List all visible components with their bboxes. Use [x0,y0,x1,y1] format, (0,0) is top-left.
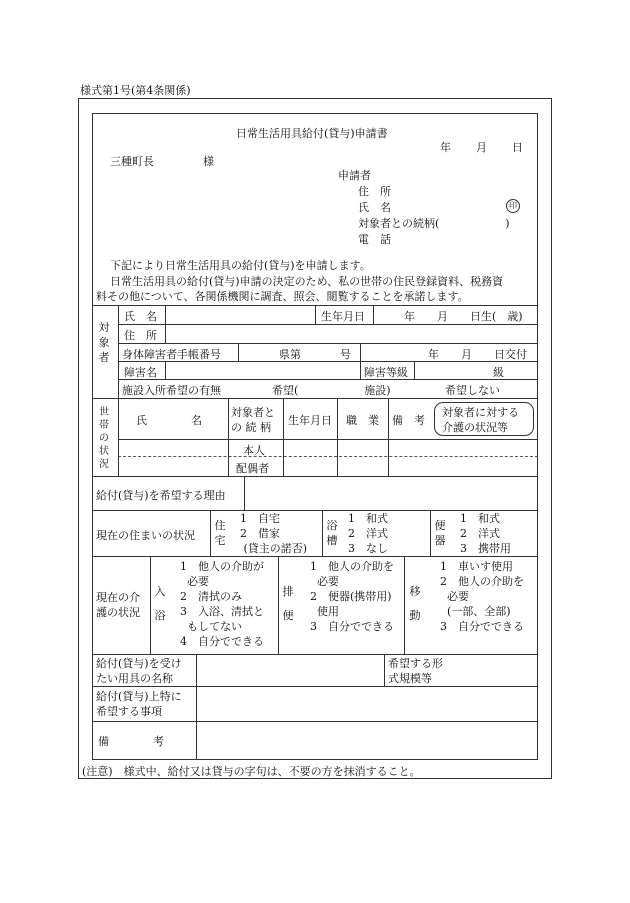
rule [118,379,538,380]
disability-label: 障害名 [124,366,157,379]
rule [322,510,323,556]
facility-no-option[interactable]: 希望しない [445,384,500,397]
household-row-spouse: 配偶者 [236,462,269,475]
rule [360,343,361,379]
subject-name-label: 氏 名 [124,310,157,323]
applicant-relation-label[interactable]: 対象者との続柄( ) [358,217,510,230]
reason-label: 給付(貸与)を希望する理由 [96,489,226,502]
care-bath-label: 入浴 [154,585,166,622]
household-col-remarks: 備 考 [392,414,425,427]
rule [165,361,166,379]
applicant-address-label[interactable]: 住 所 [358,185,391,198]
rule [283,398,284,476]
household-col-relation-2: の 続 柄 [231,421,271,434]
bath-tub-options[interactable]: 1 和式 2 洋式 3 なし [348,512,388,555]
rule [92,398,538,399]
rule [238,343,239,361]
subject-side-label: 対象者 [98,321,110,364]
facility-yes-option[interactable]: 希望( 施設) [272,384,391,397]
care-move-options[interactable]: 1 車いす使用 2 他人の介助を 必要 (一部、全部) 3 自分でできる [440,560,524,633]
facility-label: 施設入所希望の有無 [122,384,221,397]
rule [373,305,374,324]
grade-label: 障害等級 [364,366,408,379]
statement-line-2: 日常生活用具の給付(貸与)申請の決定のため、私の世帯の住民登録資料、税務資 [110,275,504,288]
rule [92,654,538,655]
dwelling-options[interactable]: 1 自宅 2 借家 (貸主の諾否) [240,512,308,555]
seal-mark: 印 [506,199,520,213]
rule [430,510,431,556]
dwelling-label: 住宅 [214,519,226,547]
applicant-phone-label[interactable]: 電 話 [358,233,391,246]
household-col-relation-1: 対象者と [231,406,275,419]
form-number: 様式第1号(第4条関係) [80,84,191,97]
subject-birth-value[interactable]: 年 月 日生( 歳) [404,310,523,323]
household-row-self: 本人 [243,444,265,457]
household-col-name: 氏 名 [136,414,202,427]
rule [92,556,538,557]
household-col-care-1: 対象者に対する [442,406,519,419]
handbook-issue-date[interactable]: 年 月 日交付 [428,348,527,361]
statement-line-3: 料その他について、各関係機関に調査、照会、閲覧することを承諾します。 [96,290,469,303]
rule [278,556,279,654]
date-month: 月 [476,141,487,154]
handbook-label: 身体障害者手帳番号 [122,348,221,361]
care-excretion-label: 排便 [282,585,294,622]
rule [384,654,385,686]
rule [118,324,538,325]
care-bath-options[interactable]: 1 他人の介助が 必要 2 清拭のみ 3 入浴、清拭と もしてない 4 自分でできる [180,560,264,648]
rule [388,398,389,476]
addressee-honorific: 様 [203,155,214,168]
bath-tub-label: 浴槽 [326,519,338,547]
form-title: 日常生活用具給付(貸与)申請書 [236,127,388,140]
rule [414,361,415,379]
rule [337,398,338,476]
dashed-rule [118,456,538,457]
rule [165,305,166,343]
date-year: 年 [440,141,451,154]
housing-label: 現在の住まいの状況 [96,529,195,542]
handbook-number[interactable]: 号 [340,348,351,361]
toilet-options[interactable]: 1 和式 2 洋式 3 携帯用 [460,512,511,555]
handbook-prefecture[interactable]: 県第 [279,348,301,361]
rule [196,654,197,760]
rule [92,476,538,477]
rule [210,510,211,556]
rule [92,721,538,722]
household-col-care-2: 介護の状況等 [442,421,508,434]
remarks-label: 備 考 [98,735,164,748]
rule [150,556,151,654]
applicant-label: 申請者 [338,169,371,182]
household-col-birth: 生年月日 [288,414,332,427]
addressee-name: 三種町長 [110,155,154,168]
subject-address-label: 住 所 [124,329,157,342]
equipment-form-label: 希望する形 式規模等 [388,657,443,685]
care-excretion-options[interactable]: 1 他人の介助を 必要 2 便器(携帯用) 使用 3 自分でできる [310,560,394,633]
side-col-rule [118,305,119,476]
rule [118,343,538,344]
rule [315,305,316,324]
rule [244,476,245,510]
date-day: 日 [512,141,523,154]
footnote: (注意) 様式中、給付又は貸与の字句は、不要の方を抹消すること。 [82,765,421,778]
rule [118,439,538,440]
household-col-job: 職 業 [346,414,379,427]
special-request-label: 給付(貸与)上特に 希望する事項 [96,690,182,718]
grade-unit[interactable]: 級 [493,366,504,379]
subject-birth-label: 生年月日 [321,310,365,323]
household-side-label: 世帯の状況 [99,407,109,470]
care-move-label: 移動 [409,585,421,622]
equipment-name-label: 給付(貸与)を受け たい用具の名称 [96,657,182,685]
rule [404,556,405,654]
statement-line-1: 下記により日常生活用具の給付(貸与)を申請します。 [110,259,371,272]
applicant-name-label[interactable]: 氏 名 [358,201,391,214]
toilet-label: 便器 [434,519,446,547]
rule [228,398,229,476]
rule [92,686,538,687]
care-label: 現在の介 護の状況 [96,591,140,619]
